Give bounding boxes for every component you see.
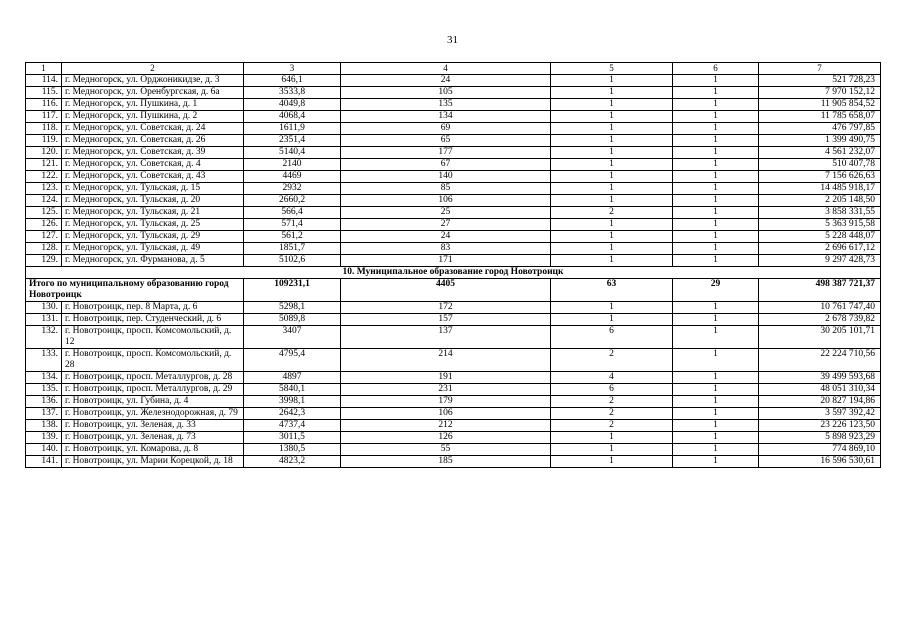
row-number: 125. [26, 207, 62, 219]
address: г. Новотроицк, просп. Металлургов, д. 28 [62, 372, 244, 384]
col5-value: 1 [551, 432, 673, 444]
cost-value: 510 407,78 [759, 159, 881, 171]
col6-value: 1 [673, 396, 759, 408]
address: г. Новотроицк, ул. Губина, д. 4 [62, 396, 244, 408]
cost-value: 3 858 331,55 [759, 207, 881, 219]
table-row [26, 384, 881, 396]
cost-value: 3 597 392,42 [759, 408, 881, 420]
cost-value: 14 485 918,17 [759, 183, 881, 195]
cost-value: 4 561 232,07 [759, 147, 881, 159]
novotroitsk-rows [26, 302, 881, 468]
col6-value: 1 [673, 349, 759, 372]
address: г. Медногорск, ул. Советская, д. 26 [62, 135, 244, 147]
residents-count: 137 [341, 326, 551, 349]
column-number: 5 [551, 63, 673, 75]
col5-value: 6 [551, 326, 673, 349]
residents-count: 106 [341, 408, 551, 420]
cost-value: 10 761 747,40 [759, 302, 881, 314]
residents-count: 25 [341, 207, 551, 219]
section-row [26, 267, 881, 279]
total-area: 2660,2 [244, 195, 341, 207]
row-number: 114. [26, 75, 62, 87]
total-area: 4068,4 [244, 111, 341, 123]
cost-value: 521 728,23 [759, 75, 881, 87]
cost-value: 2 678 739,82 [759, 314, 881, 326]
table-row [26, 219, 881, 231]
column-number: 3 [244, 63, 341, 75]
residents-count: 55 [341, 444, 551, 456]
row-number: 133. [26, 349, 62, 372]
residents-count: 106 [341, 195, 551, 207]
col6-value: 1 [673, 123, 759, 135]
total-area: 646,1 [244, 75, 341, 87]
col5-value: 2 [551, 420, 673, 432]
col5-value: 1 [551, 314, 673, 326]
table-row [26, 75, 881, 87]
col5-value: 1 [551, 195, 673, 207]
cost-value: 11 785 658,07 [759, 111, 881, 123]
col5-value: 6 [551, 384, 673, 396]
col5-value: 1 [551, 99, 673, 111]
address: г. Новотроицк, ул. Железнодорожная, д. 79 [62, 408, 244, 420]
residents-count: 172 [341, 302, 551, 314]
residents-count: 24 [341, 75, 551, 87]
col6-value: 1 [673, 444, 759, 456]
total-area: 4897 [244, 372, 341, 384]
cost-value: 5 228 448,07 [759, 231, 881, 243]
address: г. Медногорск, ул. Орджоникидзе, д. 3 [62, 75, 244, 87]
table-row [26, 135, 881, 147]
col6-value: 1 [673, 372, 759, 384]
residents-count: 135 [341, 99, 551, 111]
row-number: 141. [26, 456, 62, 468]
cost-value: 22 224 710,56 [759, 349, 881, 372]
address: г. Медногорск, ул. Советская, д. 4 [62, 159, 244, 171]
total-area: 561,2 [244, 231, 341, 243]
table-row [26, 255, 881, 267]
row-number: 138. [26, 420, 62, 432]
address: г. Новотроицк, пер. 8 Марта, д. 6 [62, 302, 244, 314]
address: г. Медногорск, ул. Пушкина, д. 1 [62, 99, 244, 111]
row-number: 131. [26, 314, 62, 326]
row-number: 137. [26, 408, 62, 420]
total-area: 571,4 [244, 219, 341, 231]
address: г. Медногорск, ул. Советская, д. 24 [62, 123, 244, 135]
address: г. Медногорск, ул. Тульская, д. 25 [62, 219, 244, 231]
col5-value: 1 [551, 302, 673, 314]
table-row [26, 302, 881, 314]
row-number: 117. [26, 111, 62, 123]
residents-count: 134 [341, 111, 551, 123]
row-number: 120. [26, 147, 62, 159]
row-number: 118. [26, 123, 62, 135]
col5-value: 1 [551, 444, 673, 456]
total-residents: 4405 [341, 279, 551, 302]
total-area: 3998,1 [244, 396, 341, 408]
col5-value: 1 [551, 123, 673, 135]
total-area: 109231,1 [244, 279, 341, 302]
residents-count: 67 [341, 159, 551, 171]
residents-count: 171 [341, 255, 551, 267]
col6-value: 1 [673, 302, 759, 314]
col6-value: 1 [673, 195, 759, 207]
col6-value: 1 [673, 207, 759, 219]
residents-count: 185 [341, 456, 551, 468]
table-row [26, 183, 881, 195]
col6-value: 1 [673, 231, 759, 243]
total-area: 2140 [244, 159, 341, 171]
address: г. Новотроицк, ул. Марии Корецкой, д. 18 [62, 456, 244, 468]
total-area: 3533,8 [244, 87, 341, 99]
address: г. Медногорск, ул. Тульская, д. 15 [62, 183, 244, 195]
table-row [26, 420, 881, 432]
col5-value: 1 [551, 111, 673, 123]
row-number: 134. [26, 372, 62, 384]
row-number: 124. [26, 195, 62, 207]
address: г. Медногорск, ул. Фурманова, д. 5 [62, 255, 244, 267]
total-area: 2351,4 [244, 135, 341, 147]
col5-value: 2 [551, 207, 673, 219]
cost-value: 5 898 923,29 [759, 432, 881, 444]
col6-value: 1 [673, 99, 759, 111]
row-number: 129. [26, 255, 62, 267]
total-area: 1611,9 [244, 123, 341, 135]
row-number: 121. [26, 159, 62, 171]
mednogorsk-rows [26, 75, 881, 267]
cost-value: 1 399 490,75 [759, 135, 881, 147]
col5-value: 1 [551, 159, 673, 171]
cost-value: 9 297 428,73 [759, 255, 881, 267]
cost-value: 23 226 123,50 [759, 420, 881, 432]
total-area: 5840,1 [244, 384, 341, 396]
col5-value: 1 [551, 171, 673, 183]
row-number: 122. [26, 171, 62, 183]
residents-count: 214 [341, 349, 551, 372]
table-row [26, 456, 881, 468]
total-area: 4737,4 [244, 420, 341, 432]
table-row [26, 314, 881, 326]
col5-value: 1 [551, 255, 673, 267]
col5-value: 1 [551, 135, 673, 147]
total-area: 5140,4 [244, 147, 341, 159]
column-number: 4 [341, 63, 551, 75]
table-row [26, 326, 881, 349]
residents-count: 24 [341, 231, 551, 243]
total-houses: 29 [673, 279, 759, 302]
total-count: 63 [551, 279, 673, 302]
col6-value: 1 [673, 159, 759, 171]
address: г. Медногорск, ул. Тульская, д. 20 [62, 195, 244, 207]
col5-value: 1 [551, 147, 673, 159]
table-row [26, 432, 881, 444]
column-number: 6 [673, 63, 759, 75]
residents-count: 140 [341, 171, 551, 183]
col6-value: 1 [673, 111, 759, 123]
total-area: 3407 [244, 326, 341, 349]
total-area: 5298,1 [244, 302, 341, 314]
address: г. Новотроицк, просп. Металлургов, д. 29 [62, 384, 244, 396]
col5-value: 2 [551, 396, 673, 408]
total-area: 566,4 [244, 207, 341, 219]
residents-count: 191 [341, 372, 551, 384]
col6-value: 1 [673, 171, 759, 183]
col6-value: 1 [673, 147, 759, 159]
cost-value: 30 205 101,71 [759, 326, 881, 349]
col5-value: 1 [551, 87, 673, 99]
cost-value: 7 970 152,12 [759, 87, 881, 99]
col6-value: 1 [673, 326, 759, 349]
cost-value: 39 499 593,68 [759, 372, 881, 384]
row-number: 136. [26, 396, 62, 408]
address: г. Медногорск, ул. Советская, д. 39 [62, 147, 244, 159]
col6-value: 1 [673, 456, 759, 468]
col6-value: 1 [673, 75, 759, 87]
housing-table [25, 62, 881, 468]
row-number: 135. [26, 384, 62, 396]
table-row [26, 372, 881, 384]
total-area: 4795,4 [244, 349, 341, 372]
residents-count: 179 [341, 396, 551, 408]
col6-value: 1 [673, 432, 759, 444]
address: г. Новотроицк, просп. Комсомольский, д. 28 [62, 349, 244, 372]
address: г. Медногорск, ул. Пушкина, д. 2 [62, 111, 244, 123]
col5-value: 1 [551, 183, 673, 195]
col5-value: 1 [551, 219, 673, 231]
total-area: 2932 [244, 183, 341, 195]
column-number: 2 [62, 63, 244, 75]
table-row [26, 408, 881, 420]
total-area: 4469 [244, 171, 341, 183]
table-row [26, 123, 881, 135]
cost-value: 5 363 915,58 [759, 219, 881, 231]
col5-value: 1 [551, 231, 673, 243]
table-row [26, 444, 881, 456]
col5-value: 1 [551, 243, 673, 255]
residents-count: 177 [341, 147, 551, 159]
cost-value: 48 051 310,34 [759, 384, 881, 396]
residents-count: 27 [341, 219, 551, 231]
cost-value: 7 156 626,63 [759, 171, 881, 183]
table-row [26, 231, 881, 243]
total-area: 1851,7 [244, 243, 341, 255]
row-number: 116. [26, 99, 62, 111]
row-number: 126. [26, 219, 62, 231]
row-number: 127. [26, 231, 62, 243]
row-number: 128. [26, 243, 62, 255]
total-area: 5102,6 [244, 255, 341, 267]
residents-count: 105 [341, 87, 551, 99]
total-row [26, 279, 881, 302]
col6-value: 1 [673, 183, 759, 195]
col6-value: 1 [673, 135, 759, 147]
total-area: 4823,2 [244, 456, 341, 468]
column-number: 1 [26, 63, 62, 75]
col5-value: 4 [551, 372, 673, 384]
residents-count: 65 [341, 135, 551, 147]
cost-value: 16 596 530,61 [759, 456, 881, 468]
col5-value: 1 [551, 75, 673, 87]
table-row [26, 195, 881, 207]
row-number: 132. [26, 326, 62, 349]
residents-count: 83 [341, 243, 551, 255]
col6-value: 1 [673, 243, 759, 255]
total-area: 2642,3 [244, 408, 341, 420]
residents-count: 212 [341, 420, 551, 432]
cost-value: 2 205 148,50 [759, 195, 881, 207]
row-number: 119. [26, 135, 62, 147]
row-number: 140. [26, 444, 62, 456]
cost-value: 774 869,10 [759, 444, 881, 456]
col6-value: 1 [673, 255, 759, 267]
section-title: 10. Муниципальное образование город Новотроицк [26, 267, 881, 279]
table-row [26, 99, 881, 111]
address: г. Медногорск, ул. Советская, д. 43 [62, 171, 244, 183]
column-number: 7 [759, 63, 881, 75]
col6-value: 1 [673, 87, 759, 99]
table-row [26, 159, 881, 171]
address: г. Новотроицк, ул. Зеленая, д. 73 [62, 432, 244, 444]
cost-value: 20 827 194,86 [759, 396, 881, 408]
address: г. Новотроицк, ул. Зеленая, д. 33 [62, 420, 244, 432]
residents-count: 85 [341, 183, 551, 195]
total-area: 3011,5 [244, 432, 341, 444]
row-number: 123. [26, 183, 62, 195]
total-area: 1380,5 [244, 444, 341, 456]
residents-count: 157 [341, 314, 551, 326]
col6-value: 1 [673, 420, 759, 432]
address: г. Новотроицк, ул. Комарова, д. 8 [62, 444, 244, 456]
cost-value: 2 696 617,12 [759, 243, 881, 255]
residents-count: 231 [341, 384, 551, 396]
residents-count: 69 [341, 123, 551, 135]
table-row [26, 349, 881, 372]
table-row [26, 396, 881, 408]
table-row [26, 207, 881, 219]
row-number: 130. [26, 302, 62, 314]
address: г. Новотроицк, пер. Студенческий, д. 6 [62, 314, 244, 326]
page-number: 31 [447, 34, 458, 46]
address: г. Медногорск, ул. Тульская, д. 29 [62, 231, 244, 243]
total-label: Итого по муниципальному образованию город Новотроицк [26, 279, 244, 302]
address: г. Новотроицк, просп. Комсомольский, д. 12 [62, 326, 244, 349]
address: г. Медногорск, ул. Тульская, д. 21 [62, 207, 244, 219]
column-number-row [26, 63, 881, 75]
table-row [26, 171, 881, 183]
col5-value: 2 [551, 408, 673, 420]
cost-value: 11 905 854,52 [759, 99, 881, 111]
total-area: 4049,8 [244, 99, 341, 111]
col6-value: 1 [673, 314, 759, 326]
cost-value: 476 797,85 [759, 123, 881, 135]
col6-value: 1 [673, 408, 759, 420]
table-row [26, 243, 881, 255]
address: г. Медногорск, ул. Оренбургская, д. 6а [62, 87, 244, 99]
table-row [26, 147, 881, 159]
total-area: 5089,8 [244, 314, 341, 326]
table-row [26, 111, 881, 123]
col5-value: 1 [551, 456, 673, 468]
residents-count: 126 [341, 432, 551, 444]
col5-value: 2 [551, 349, 673, 372]
address: г. Медногорск, ул. Тульская, д. 49 [62, 243, 244, 255]
table-row [26, 87, 881, 99]
row-number: 139. [26, 432, 62, 444]
total-cost: 498 387 721,37 [759, 279, 881, 302]
col6-value: 1 [673, 219, 759, 231]
row-number: 115. [26, 87, 62, 99]
col6-value: 1 [673, 384, 759, 396]
